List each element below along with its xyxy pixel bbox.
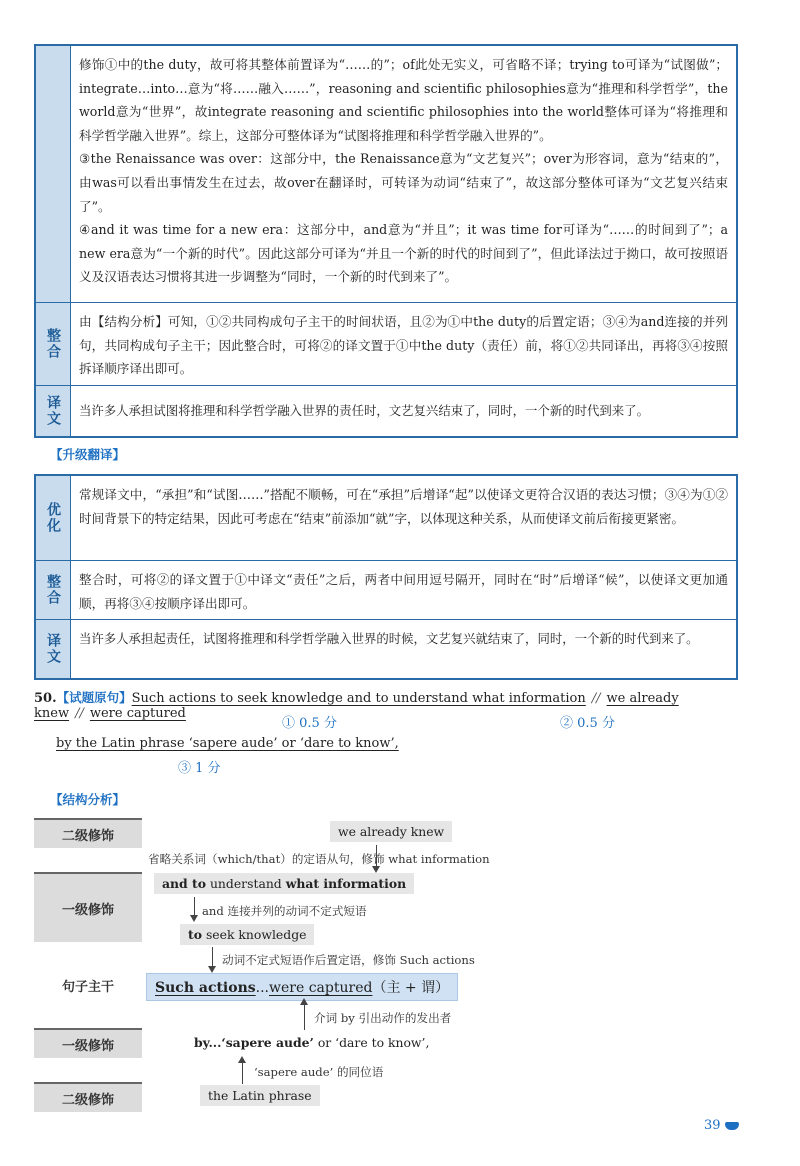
book-icon <box>725 1122 739 1130</box>
separator: // <box>591 691 601 706</box>
row-label: 优化 <box>36 476 71 560</box>
segment-3: were captured <box>89 706 186 721</box>
row-content: 当许多人承担起责任，试图将推理和科学哲学融入世界的时候，文艺复兴就结束了，同时，一个新的时代到来了。 <box>79 631 699 646</box>
level-main: 句子主干 <box>61 979 114 995</box>
node-text: what information <box>285 876 407 891</box>
question-number: 50. <box>34 691 57 706</box>
connector <box>212 947 213 967</box>
row-label: 译文 <box>36 386 71 436</box>
paragraph: ④and it was time for a new era：这部分中，and意为“并且”；it was time for可译为“……的时间到了”；a new era意为“一个新的时代”。因此这部分可译为“并且一个新的时代的时间到了”，但此译法过于拗口，故可按照语义及汉语表达习惯将其进一步调整为“同时，一个新的时代到来了”。 <box>79 222 728 285</box>
connector <box>242 1062 243 1084</box>
node-text: or ‘dare to know’, <box>313 1035 430 1050</box>
row-label: 译文 <box>36 620 71 678</box>
arrow-down-icon <box>372 866 380 873</box>
note-by: 介词 by 引出动作的发出者 <box>314 1011 452 1025</box>
node-text: seek knowledge <box>202 927 307 942</box>
node-and-to <box>154 873 414 894</box>
arrow-down-icon <box>190 915 198 922</box>
node-text: ... <box>255 980 270 996</box>
node-text: were captured <box>269 980 373 996</box>
question-sentence <box>34 688 744 721</box>
note-and: and 连接并列的动词不定式短语 <box>202 904 367 918</box>
connector <box>194 897 195 917</box>
score-1: ① 0.5 分 <box>282 716 337 731</box>
question-tag: 【试题原句】 <box>56 690 132 705</box>
row-content: 整合时，可将②的译文置于①中译文“责任”之后，两者中间用逗号隔开，同时在“时”后增译“候”，以使译文更加通顺，再将③④按顺序译出即可。 <box>79 572 728 611</box>
paragraph: 当许多人承担试图将推理和科学哲学融入世界的责任时，文艺复兴结束了，同时，一个新的时代到来了。 <box>79 403 649 419</box>
level-second-bottom: 二级修饰 <box>34 1082 142 1112</box>
node-text: understand <box>206 876 286 891</box>
row-content <box>71 386 736 436</box>
node-to-seek <box>180 924 314 945</box>
note-infinitive: 动词不定式短语作后置定语，修饰 Such actions <box>222 953 475 967</box>
node-main-clause <box>146 973 458 1001</box>
upgrade-table <box>34 474 738 680</box>
paragraph: 由【结构分析】可知，①②共同构成句子主干的时间状语，且②为①中the duty的后置定语；③④为and连接的并列句，共同构成句子主干；因此整合时，可将②的译文置于①中the duty（责任）前，将①②共同译出，再将③④按照拆译顺序译出即可。 <box>79 314 728 377</box>
table-row <box>36 46 736 302</box>
table-row <box>36 560 736 619</box>
analysis-table <box>34 44 738 438</box>
node-by-phrase <box>186 1032 437 1053</box>
upgrade-heading: 【升级翻译】 <box>50 447 126 462</box>
table-row <box>36 302 736 385</box>
separator: // <box>75 706 84 721</box>
note-appositive: ‘sapere aude’ 的同位语 <box>254 1065 384 1079</box>
table-row <box>36 476 736 560</box>
paragraph: 修饰①中的the duty，故可将其整体前置译为“……的”；of此处无实义，可省略不译；trying to可译为“试图做”；integrate…into…意为“将……融入……”，reasoning and scientific philosophies意为“推理和科学哲学”，the world意为“世界”，故integrate reasoning and scientific philosophies into the world整体可译为“将推理和科学哲学融入世界”。综上，这部分可整体译为“试图将推理和科学哲学融入世界的”。 <box>79 57 728 143</box>
row-content <box>71 303 736 385</box>
node-text: （主 + 谓） <box>372 980 450 996</box>
page-number-text: 39 <box>704 1118 721 1133</box>
connector <box>304 1004 305 1030</box>
row-content <box>71 46 736 302</box>
segment-1: Such actions to seek knowledge and to understand what information <box>131 691 586 706</box>
score-3: ③ 1 分 <box>178 761 221 776</box>
level-first-top: 一级修饰 <box>34 872 142 942</box>
arrow-down-icon <box>208 966 216 973</box>
row-label <box>36 46 71 302</box>
level-first-bottom: 一级修饰 <box>34 1028 142 1058</box>
node-text: to <box>188 927 202 942</box>
page-number <box>704 1118 739 1133</box>
row-label: 整合 <box>36 561 71 619</box>
score-2: ② 0.5 分 <box>560 716 615 731</box>
segment-2: we already knew <box>34 691 679 721</box>
note-clause: 省略关系词（which/that）的定语从句，修饰 what information <box>148 852 490 866</box>
level-second-top: 二级修饰 <box>34 818 142 848</box>
node-we-knew: we already knew <box>330 821 452 842</box>
row-label: 整合 <box>36 303 71 385</box>
node-latin-phrase: the Latin phrase <box>200 1085 320 1106</box>
node-text: and to <box>162 876 207 891</box>
paragraph: ③the Renaissance was over：这部分中，the Renaissance意为“文艺复兴”；over为形容词，意为“结束的”，由was可以看出事情发生在过去，故over在翻译时，可转译为动词“结束了”，故这部分整体可译为“文艺复兴结束了”。 <box>79 151 728 214</box>
table-row <box>36 385 736 436</box>
segment-4: by the Latin phrase ‘sapere aude’ or ‘dare to know’, <box>56 736 399 751</box>
row-content: 常规译文中，“承担”和“试图……”搭配不顺畅，可在“承担”后增译“起”以使译文更符合汉语的表达习惯；③④为①②时间背景下的特定结果，因此可考虑在“结束”前添加“就”字，以体现这种关系，从而使译文前后衔接更紧密。 <box>79 487 728 526</box>
node-text: Such actions <box>155 980 256 996</box>
node-text: by...‘sapere aude’ <box>194 1035 314 1050</box>
structure-heading: 【结构分析】 <box>50 792 126 807</box>
table-row <box>36 619 736 678</box>
